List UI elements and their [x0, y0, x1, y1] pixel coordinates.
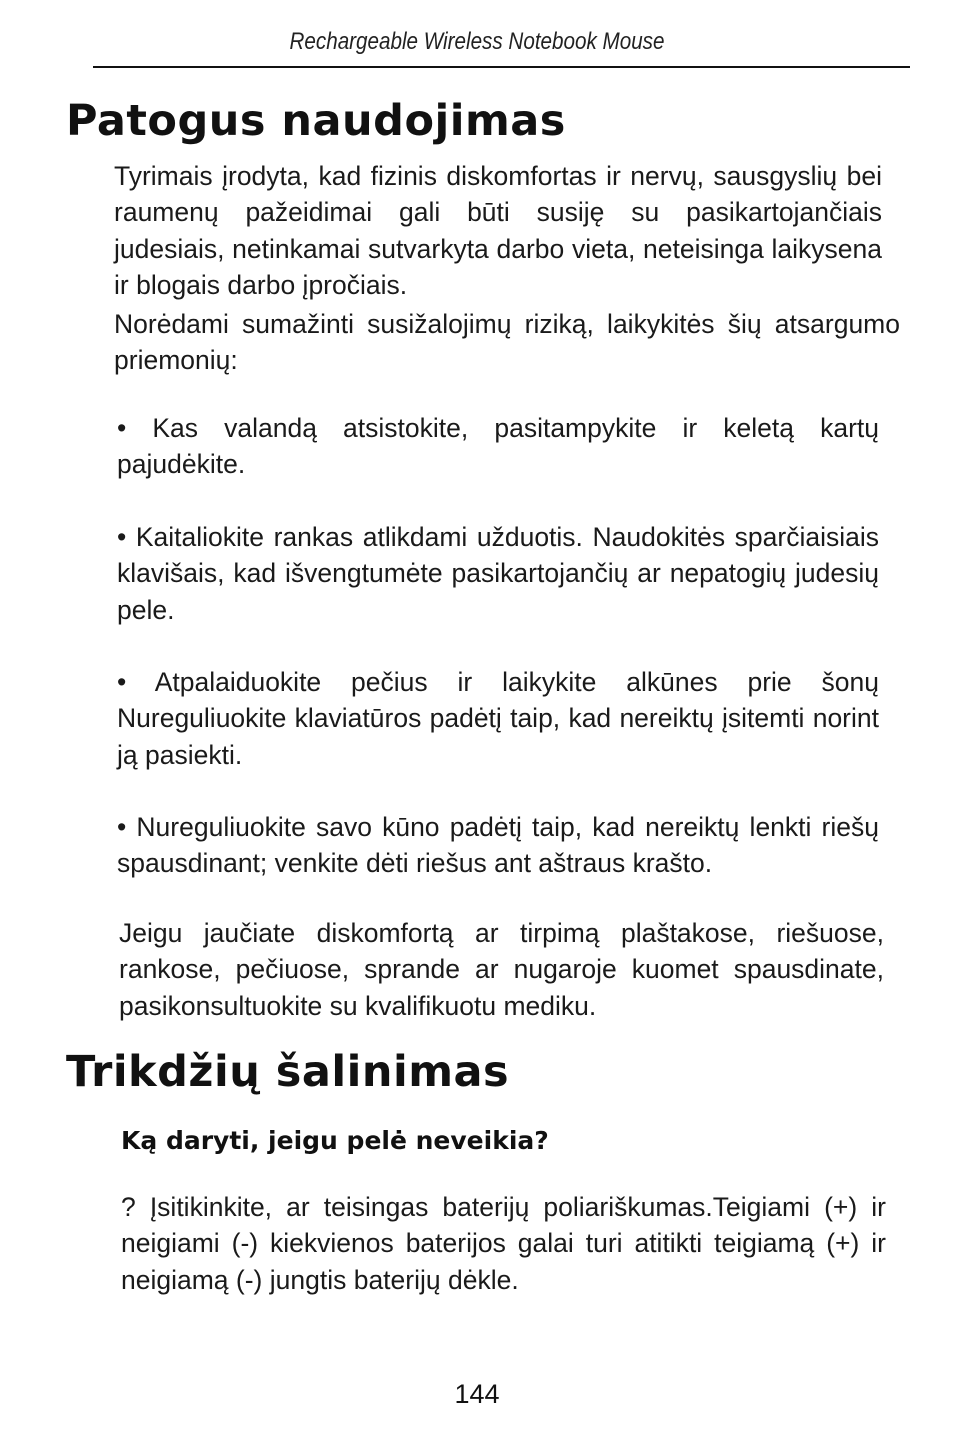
page-number: 144 — [454, 1379, 500, 1409]
troubleshooting-answer: ? Įsitikinkite, ar teisingas baterijų poliariškumas.Teigiami (+) ir neigiami (-) kiekvienos baterijos galai turi atitikti teigiamą (+) ir neigiamą (-) jungtis baterijų dėkle. — [121, 1192, 886, 1295]
section-heading-troubleshooting: Trikdžių šalinimas — [66, 1047, 510, 1097]
bullet-item: • Atpalaiduokite pečius ir laikykite alkūnes prie šonų Nureguliuokite klaviatūros padėtį taip, kad nereiktų įsitemti norint ją pasiekti. — [117, 667, 879, 770]
running-header: Rechargeable Wireless Notebook Mouse — [289, 28, 665, 55]
bullet-item: • Nureguliuokite savo kūno padėtį taip, kad nereiktų lenkti riešų spausdinant; venkite dėti riešus ant aštraus krašto. — [117, 812, 879, 879]
bullet-item: • Kaitaliokite rankas atlikdami užduotis. Naudokitės sparčiaisiais klavišais, kad išvengtumėte pasikartojančių ar nepatogių judesių pele. — [117, 522, 879, 625]
intro-paragraph: Tyrimais įrodyta, kad fizinis diskomfortas ir nervų, sausgyslių bei raumenų pažeidimai gali būti susiję su pasikartojančiais judesiais, netinkamai sutvarkyta darbo vieta, neteisinga laikysena ir blogais darbo įpročiais. — [114, 161, 882, 300]
header-divider — [93, 66, 910, 68]
discomfort-paragraph: Jeigu jaučiate diskomfortą ar tirpimą plaštakose, riešuose, rankose, pečiuose, sprande ar nugaroje kuomet spausdinate, pasikonsultuokite su kvalifikuotu mediku. — [119, 918, 884, 1021]
section-heading-ergonomics: Patogus naudojimas — [66, 96, 566, 146]
advice-paragraph: Norėdami sumažinti susižalojimų riziką, laikykitės šių atsargumo priemonių: — [114, 309, 900, 376]
troubleshooting-question: Ką daryti, jeigu pelė neveikia? — [121, 1126, 549, 1155]
bullet-item: • Kas valandą atsistokite, pasitampykite ir keletą kartų pajudėkite. — [117, 413, 879, 480]
